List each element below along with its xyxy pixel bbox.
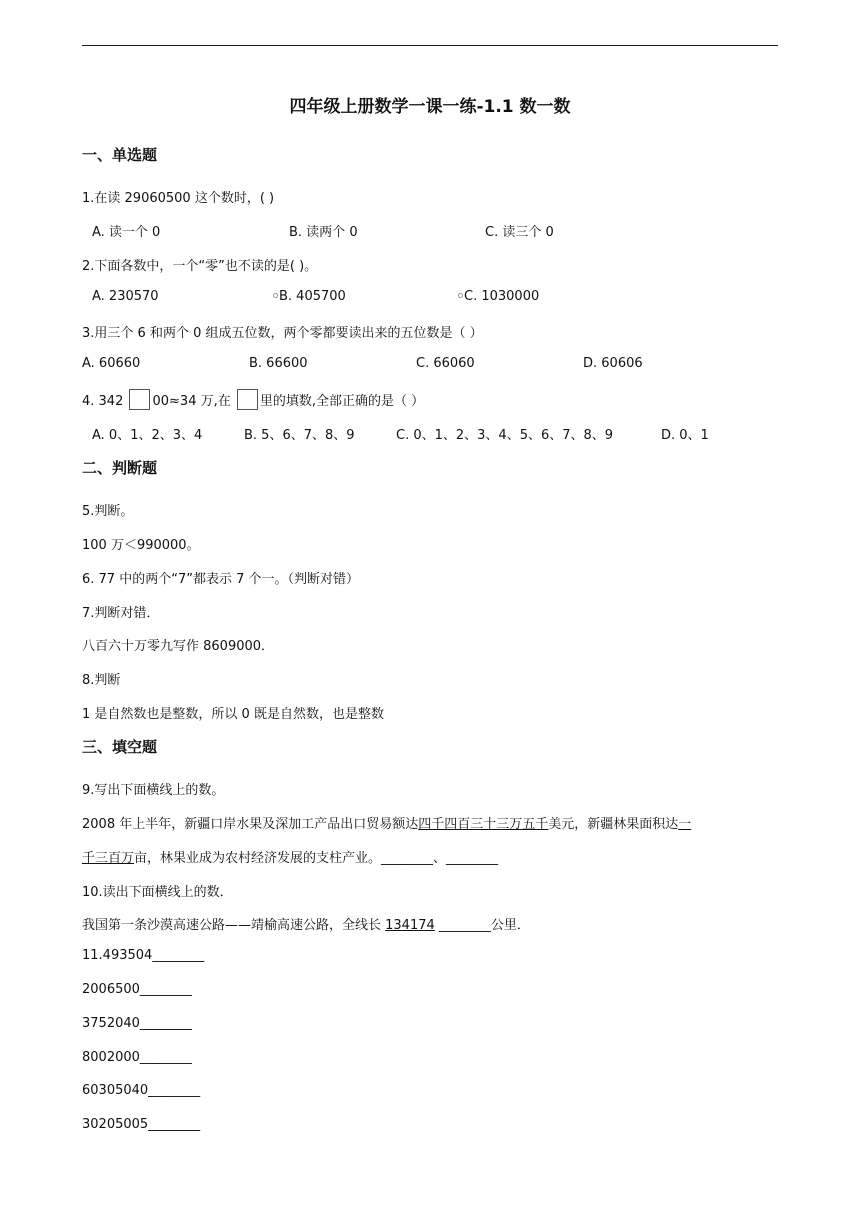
question-1-option-a: A. 读一个 0 (92, 225, 161, 240)
question-3-option-b: B. 66600 (249, 356, 308, 371)
question-11-line-1: 11.493504________ (82, 948, 205, 963)
question-2-option-b: B. 405700 (273, 289, 346, 304)
question-9-text-line-1: 2008 年上半年，新疆口岸水果及深加工产品出口贸易额达四千四百三十三万五千美元，新疆林果面积达一 (82, 817, 692, 832)
section-heading-fill-blank: 三、填空题 (82, 738, 158, 756)
question-4-option-c: C. 0、1、2、3、4、5、6、7、8、9 (396, 428, 614, 443)
header-rule (82, 45, 778, 46)
question-4-stem: 4. 342 00≈34 万,在 里的填数,全部正确的是（ ） (82, 389, 424, 410)
marker-dot-icon (273, 293, 278, 298)
underlined-number: 千三百万 (82, 851, 135, 866)
question-11-line-6: 30205005________ (82, 1117, 201, 1132)
question-7-body: 八百六十万零九写作 8609000． (82, 639, 275, 654)
question-4-option-a: A. 0、1、2、3、4 (92, 428, 203, 443)
question-1-option-c: C. 读三个 0 (485, 225, 554, 240)
question-4-option-b: B. 5、6、7、8、9 (244, 428, 355, 443)
question-9-text-line-2: 千三百万亩，林果业成为农村经济发展的支柱产业。________、________ (82, 851, 499, 866)
question-2-option-a: A. 230570 (92, 289, 159, 304)
marker-dot-icon (458, 293, 463, 298)
question-11-line-5: 60305040________ (82, 1083, 201, 1098)
question-4-option-d: D. 0、1 (661, 428, 709, 443)
section-heading-single-choice: 一、单选题 (82, 146, 158, 164)
question-1-stem: 1.在读 29060500 这个数时，( ) (82, 191, 275, 206)
underlined-number: 四千四百三十三万五千 (418, 817, 549, 832)
question-5-body: 100 万＜990000。 (82, 538, 200, 553)
page-title: 四年级上册数学一课一练-1.1 数一数 (289, 97, 571, 117)
blank-box (237, 389, 258, 410)
blank-box (129, 389, 150, 410)
underlined-number: 134174 (385, 918, 435, 933)
question-11-line-4: 8002000________ (82, 1050, 192, 1065)
underlined-number: 一 (678, 817, 692, 832)
question-3-option-c: C. 66060 (416, 356, 475, 371)
question-1-option-b: B. 读两个 0 (289, 225, 358, 240)
question-11-line-2: 2006500________ (82, 982, 192, 997)
question-3-option-a: A. 60660 (82, 356, 141, 371)
question-6-stem: 6. 77 中的两个“7”都表示 7 个一。（判断对错） (82, 572, 359, 587)
section-heading-true-false: 二、判断题 (82, 459, 158, 477)
question-8-stem: 8.判断 (82, 673, 121, 688)
question-2-stem: 2.下面各数中，一个“零”也不读的是( )。 (82, 259, 318, 274)
question-3-stem: 3.用三个 6 和两个 0 组成五位数，两个零都要读出来的五位数是（ ） (82, 326, 483, 341)
question-5-stem: 5.判断。 (82, 504, 134, 519)
question-2-option-c: C. 1030000 (458, 289, 539, 304)
question-8-body: 1 是自然数也是整数，所以 0 既是自然数，也是整数 (82, 707, 384, 722)
question-10-stem: 10.读出下面横线上的数． (82, 885, 233, 900)
question-9-stem: 9.写出下面横线上的数。 (82, 783, 225, 798)
question-7-stem: 7.判断对错． (82, 606, 160, 621)
question-10-body: 我国第一条沙漠高速公路——靖榆高速公路，全线长 134174 ________公里． (82, 918, 530, 933)
question-11-line-3: 3752040________ (82, 1016, 192, 1031)
question-3-option-d: D. 60606 (583, 356, 643, 371)
